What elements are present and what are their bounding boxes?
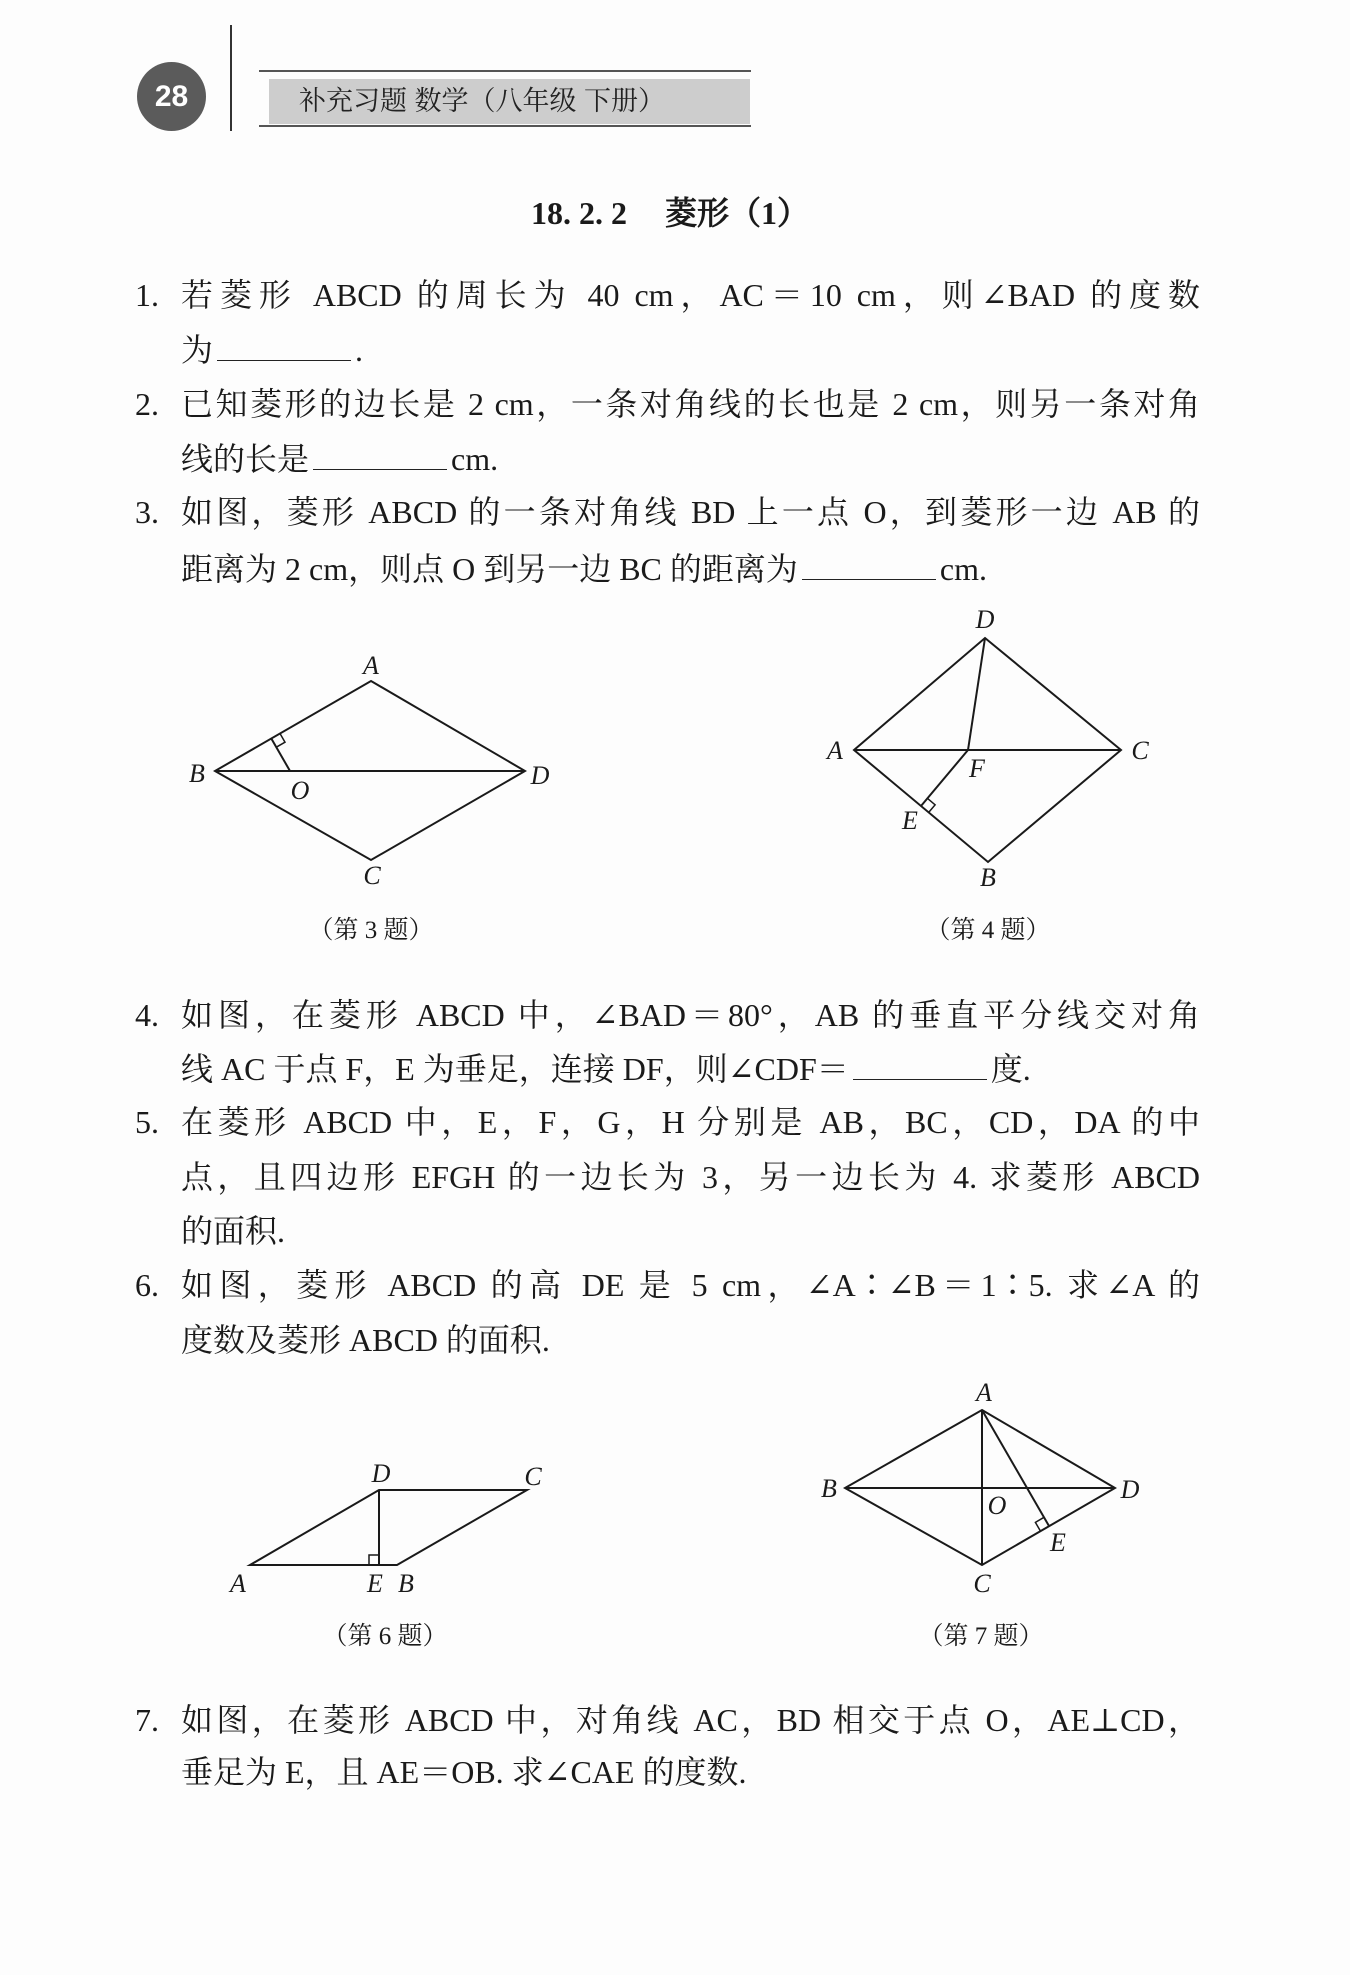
label-b: B	[980, 863, 996, 892]
question-5-line-3: 的面积.	[181, 1213, 286, 1249]
question-7-line-1: 如图，在菱形 ABCD 中，对角线 AC，BD 相交于点 O，AE⊥CD，	[181, 1702, 1200, 1738]
right-angle-mark	[369, 1555, 379, 1565]
figure-7-rhombus	[815, 1380, 1150, 1600]
question-3-line-2	[181, 549, 1200, 589]
label-d: D	[371, 1459, 391, 1488]
header-bottom-rule	[259, 125, 751, 127]
question-3-line-1: 如图，菱形 ABCD 的一条对角线 BD 上一点 O，到菱形一边 AB 的	[181, 494, 1200, 530]
header-vertical-rule	[230, 25, 232, 131]
question-1-text-before-blank: 为	[181, 332, 214, 368]
question-5-line-2: 点，且四边形 EFGH 的一边长为 3，另一边长为 4. 求菱形 ABCD	[181, 1159, 1200, 1195]
label-c: C	[1131, 736, 1149, 765]
question-4-line-1: 如图，在菱形 ABCD 中，∠BAD＝80°，AB 的垂直平分线交对角	[181, 997, 1200, 1033]
label-d: D	[975, 605, 995, 634]
answer-blank	[313, 443, 447, 470]
figure-7-caption: （第 7 题）	[918, 1623, 1044, 1650]
question-1-number: 1.	[135, 277, 159, 313]
label-d: D	[530, 761, 550, 790]
question-2-text-before-blank: 线的长是	[181, 441, 310, 477]
question-2-text-after-blank: cm.	[451, 441, 499, 477]
question-4-number: 4.	[135, 997, 159, 1033]
segment-df	[968, 638, 985, 750]
question-4-text-before-blank: 线 AC 于点 F，E 为垂足，连接 DF，则∠CDF＝	[181, 1051, 849, 1087]
question-3-number: 3.	[135, 494, 159, 530]
label-a: A	[363, 651, 379, 680]
label-b: B	[821, 1474, 837, 1503]
label-d: D	[1120, 1475, 1140, 1504]
figure-6-rhombus	[220, 1455, 565, 1600]
header-top-rule	[259, 70, 751, 72]
label-c: C	[363, 861, 381, 890]
question-6-line-2: 度数及菱形 ABCD 的面积.	[181, 1322, 550, 1358]
figure-3-caption: （第 3 题）	[308, 917, 434, 944]
question-5-line-1: 在菱形 ABCD 中，E，F，G，H 分别是 AB，BC，CD，DA 的中	[181, 1104, 1200, 1140]
book-title-banner: 补充习题 数学（八年级 下册）	[269, 79, 750, 124]
figure-4-caption: （第 4 题）	[925, 917, 1051, 944]
label-o: O	[290, 776, 310, 805]
label-a: A	[827, 736, 843, 765]
label-b: B	[189, 759, 205, 788]
question-7-line-2: 垂足为 E，且 AE＝OB. 求∠CAE 的度数.	[181, 1754, 747, 1790]
label-a: A	[230, 1569, 246, 1598]
question-5-number: 5.	[135, 1104, 159, 1140]
figure-6-caption: （第 6 题）	[322, 1623, 448, 1650]
question-1-line-1: 若菱形 ABCD 的周长为 40 cm，AC＝10 cm，则∠BAD 的度数	[181, 277, 1200, 313]
question-6-line-1: 如图，菱形 ABCD 的高 DE 是 5 cm，∠A∶∠B＝1∶5. 求∠A 的	[181, 1267, 1200, 1303]
question-4-line-2	[181, 1049, 1200, 1089]
question-2-line-1: 已知菱形的边长是 2 cm，一条对角线的长也是 2 cm，则另一条对角	[181, 386, 1200, 422]
page-number-badge: 28	[137, 62, 206, 131]
label-e: E	[367, 1569, 383, 1598]
answer-blank	[802, 553, 936, 580]
label-a: A	[976, 1378, 992, 1407]
question-3-text-after-blank: cm.	[939, 551, 987, 587]
question-1-line-2	[181, 330, 1200, 370]
label-c: C	[524, 1462, 542, 1491]
answer-blank	[853, 1053, 987, 1080]
perpendicular-bisector-fe	[921, 750, 968, 806]
figure-3-rhombus	[180, 645, 560, 895]
label-e: E	[902, 806, 918, 835]
label-e: E	[1050, 1528, 1066, 1557]
answer-blank	[217, 334, 351, 361]
figure-4-rhombus	[815, 600, 1160, 895]
section-number: 18. 2. 2	[530, 195, 627, 231]
question-2-line-2	[181, 439, 1200, 479]
question-7-number: 7.	[135, 1702, 159, 1738]
section-name: 菱形（1）	[664, 195, 809, 231]
label-o: O	[987, 1491, 1007, 1520]
question-1-text-after-blank: .	[355, 332, 364, 368]
rhombus-outline	[250, 1490, 527, 1565]
question-3-text-before-blank: 距离为 2 cm，则点 O 到另一边 BC 的距离为	[181, 551, 798, 587]
right-angle-mark	[927, 798, 935, 812]
label-c: C	[973, 1569, 991, 1598]
section-title	[0, 192, 1340, 234]
question-6-number: 6.	[135, 1267, 159, 1303]
label-b: B	[398, 1569, 414, 1598]
perpendicular-o-to-ab	[271, 739, 290, 772]
label-f: F	[969, 754, 985, 783]
question-2-number: 2.	[135, 386, 159, 422]
question-4-text-after-blank: 度.	[990, 1051, 1031, 1087]
